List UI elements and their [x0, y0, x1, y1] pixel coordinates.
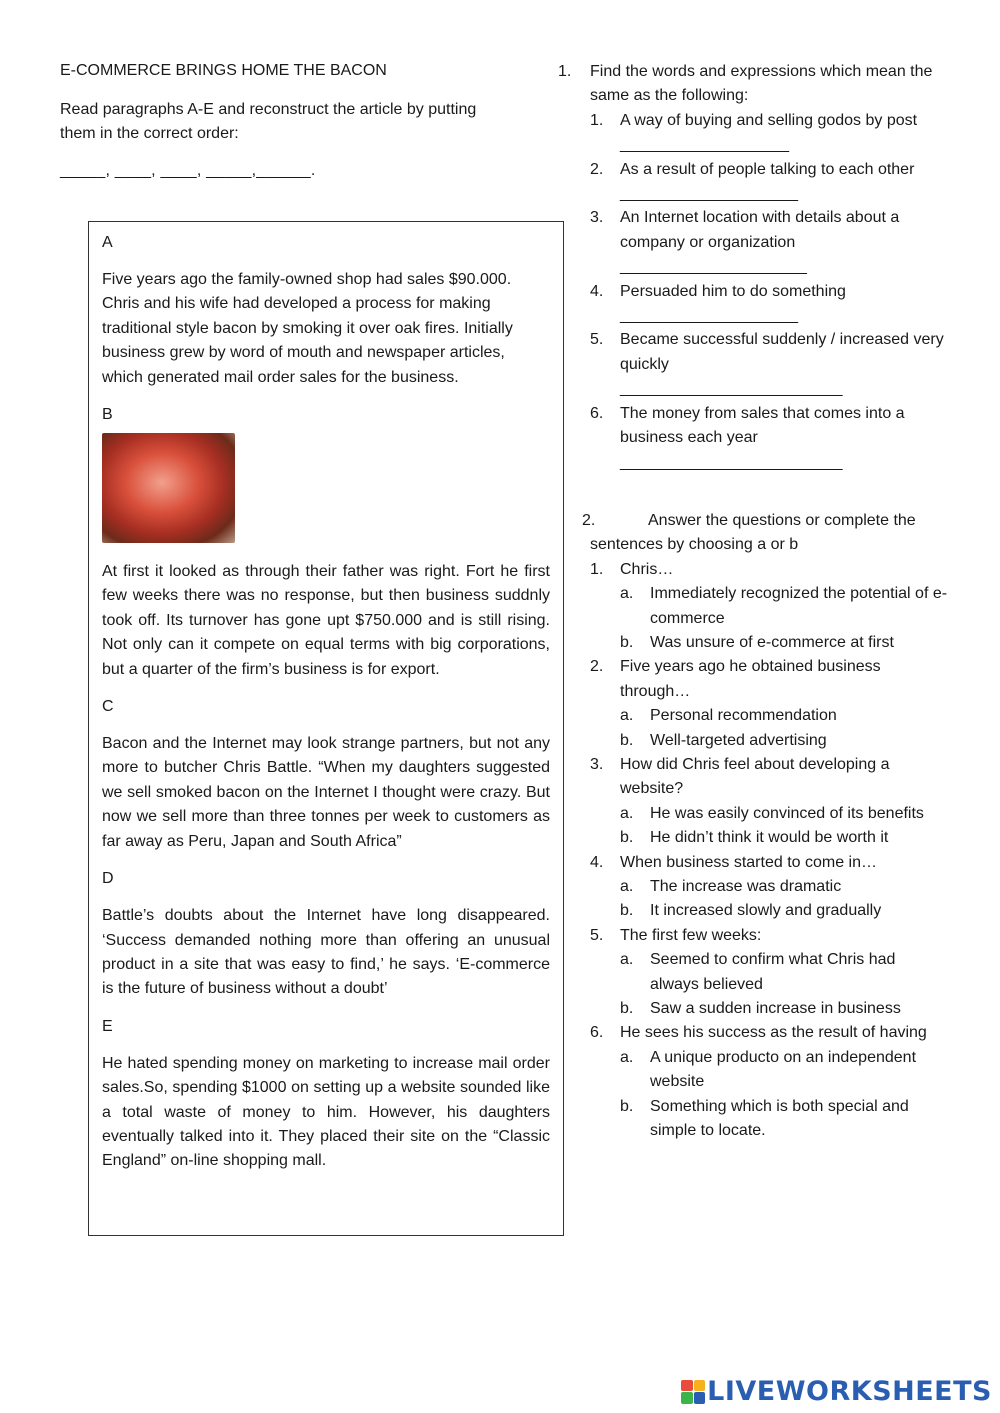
question-text: He sees his success as the result of having [620, 1024, 927, 1042]
paragraph-d: Battle’s doubts about the Internet have long disappeared. ‘Success demanded nothing more than offering an unusual product in a site that was easy to find,’ he says. ‘E-commerce is the future of business without a doubt’ [102, 907, 550, 998]
bacon-photo [102, 433, 235, 543]
option-letter: a. [620, 878, 634, 895]
vocab-item [590, 158, 948, 182]
mc-question [590, 655, 948, 704]
option-text: Seemed to confirm what Chris had always believed [650, 951, 896, 993]
mc-question [590, 924, 948, 948]
liveworksheets-logo [681, 1376, 992, 1407]
paragraph-letter-d: D [102, 870, 114, 888]
mc-question [590, 851, 948, 875]
option-a[interactable] [620, 948, 948, 997]
option-a[interactable] [620, 875, 948, 899]
section-1-number: 1. [558, 63, 572, 80]
option-letter: b. [620, 1097, 634, 1115]
option-b[interactable] [620, 899, 948, 923]
header-block [60, 60, 480, 182]
option-letter: a. [620, 951, 634, 969]
vocab-item [590, 109, 948, 133]
option-letter: a. [620, 585, 634, 603]
mc-question [590, 558, 948, 582]
question-text: Five years ago he obtained business through… [620, 658, 881, 700]
question-text: How did Chris feel about developing a website? [620, 755, 890, 798]
question-number: 4. [590, 853, 604, 871]
paragraph-letter-c: C [102, 698, 114, 716]
question-text: The first few weeks: [620, 926, 762, 944]
option-text: It increased slowly and gradually [650, 902, 882, 920]
logo-grid-icon [681, 1380, 705, 1404]
vocab-number: 5. [590, 331, 604, 349]
instruction-text: Read paragraphs A-E and reconstruct the article by putting them in the correct order: [60, 101, 477, 142]
answer-line[interactable]: ____________________ [620, 185, 798, 203]
vocab-text: Persuaded him to do something [620, 282, 846, 300]
vocab-number: 4. [590, 282, 604, 300]
question-number: 2. [590, 658, 604, 676]
question-text: When business started to come in… [620, 853, 878, 871]
question-number: 5. [590, 926, 604, 944]
option-text: Well-targeted advertising [650, 731, 827, 749]
section-2-number: 2. [582, 511, 596, 529]
paragraph-letter-e: E [102, 1017, 113, 1035]
vocab-text: An Internet location with details about a company or organization [620, 209, 900, 251]
section-2-instruction-cont: sentences by choosing a or b [590, 536, 799, 554]
option-text: Immediately recognized the potential of e-commerce [650, 585, 948, 627]
logo-text: LIVEWORKSHEETS [707, 1376, 992, 1407]
section-2 [558, 509, 948, 1144]
question-number: 1. [590, 560, 604, 578]
section-2-heading [582, 509, 948, 533]
order-blanks[interactable]: _____, ____, ____, _____,______. [60, 162, 316, 179]
option-letter: b. [620, 731, 634, 749]
question-text: Chris… [620, 560, 674, 578]
answer-line[interactable]: ____________________ [620, 307, 798, 325]
option-letter: a. [620, 1048, 634, 1066]
answer-line[interactable]: _________________________ [620, 453, 843, 471]
option-a[interactable] [620, 1046, 948, 1095]
paragraph-letter-a: A [102, 234, 113, 251]
paragraph-a: Five years ago the family-owned shop had sales $90.000. Chris and his wife had developed a process for making traditional style bacon by smoking it over oak fires. Initially business grew by word of mouth and newspaper articles, which generated mail order sales for the business. [102, 271, 513, 386]
option-text: Something which is both special and simple to locate. [650, 1097, 909, 1140]
option-b[interactable] [620, 997, 948, 1021]
section-2-instruction: Answer the questions or complete the [648, 511, 916, 529]
vocab-item [590, 402, 948, 451]
option-letter: a. [620, 804, 634, 822]
option-b[interactable] [620, 729, 948, 753]
option-letter: b. [620, 902, 634, 920]
vocab-text: The money from sales that comes into a business each year [620, 404, 905, 447]
vocab-number: 6. [590, 404, 604, 422]
option-a[interactable] [620, 582, 948, 631]
option-letter: a. [620, 707, 634, 725]
option-text: Saw a sudden increase in business [650, 1000, 901, 1018]
paragraph-c: Bacon and the Internet may look strange partners, but not any more to butcher Chris Battle. “When my daughters suggested we sell smoked bacon on the Internet I thought were crazy. But now we sell more than three tonnes per week to customers as far away as Peru, Japan and South Africa” [102, 735, 550, 850]
section-1-heading [558, 60, 948, 109]
vocab-number: 1. [590, 111, 604, 129]
option-letter: b. [620, 633, 634, 651]
option-a[interactable] [620, 704, 948, 728]
answer-line[interactable]: _____________________ [620, 258, 807, 276]
vocab-item [590, 328, 948, 377]
vocab-number: 2. [590, 160, 604, 178]
option-text: The increase was dramatic [650, 878, 842, 895]
paragraph-b: At first it looked as through their father was right. Fort he first few weeks there was no response, but then business suddnly took off. Its turnover has gone upt $750.000 and is still rising. Not only can it compete on equal terms with big corporations, but a quarter of the firm’s business is for export. [102, 563, 550, 678]
option-letter: b. [620, 1000, 634, 1018]
section-1-instruction: Find the words and expressions which mean the same as the following: [590, 63, 933, 105]
option-text: A unique producto on an independent website [650, 1048, 917, 1091]
vocab-number: 3. [590, 209, 604, 227]
vocab-text: A way of buying and selling godos by post [620, 111, 918, 129]
answer-line[interactable]: _________________________ [620, 380, 843, 398]
option-letter: b. [620, 829, 634, 847]
option-text: Personal recommendation [650, 707, 837, 725]
vocab-text: As a result of people talking to each other [620, 160, 915, 178]
mc-question [590, 1021, 948, 1045]
option-text: He was easily convinced of its benefits [650, 804, 924, 822]
mc-question [590, 753, 948, 802]
answer-line[interactable]: ___________________ [620, 136, 790, 154]
option-b[interactable] [620, 631, 948, 655]
questions-column [558, 60, 948, 1143]
option-text: He didn’t think it would be worth it [650, 829, 889, 847]
question-number: 3. [590, 755, 604, 773]
paragraph-e: He hated spending money on marketing to increase mail order sales.So, spending $1000 on setting up a website sounded like a total waste of money to him. However, his daughters eventually talked into it. They placed their site on the “Classic England” on-line shopping mall. [102, 1054, 550, 1170]
article-box [88, 221, 564, 1236]
worksheet-title: E-COMMERCE BRINGS HOME THE BACON [60, 62, 387, 79]
paragraph-letter-b: B [102, 406, 113, 424]
vocab-item [590, 280, 948, 304]
option-b[interactable] [620, 1095, 948, 1144]
option-a[interactable] [620, 802, 948, 826]
question-number: 6. [590, 1024, 604, 1042]
option-b[interactable] [620, 826, 948, 850]
vocab-text: Became successful suddenly / increased very quickly [620, 331, 944, 373]
vocab-item [590, 206, 948, 255]
option-text: Was unsure of e-commerce at first [650, 633, 894, 651]
